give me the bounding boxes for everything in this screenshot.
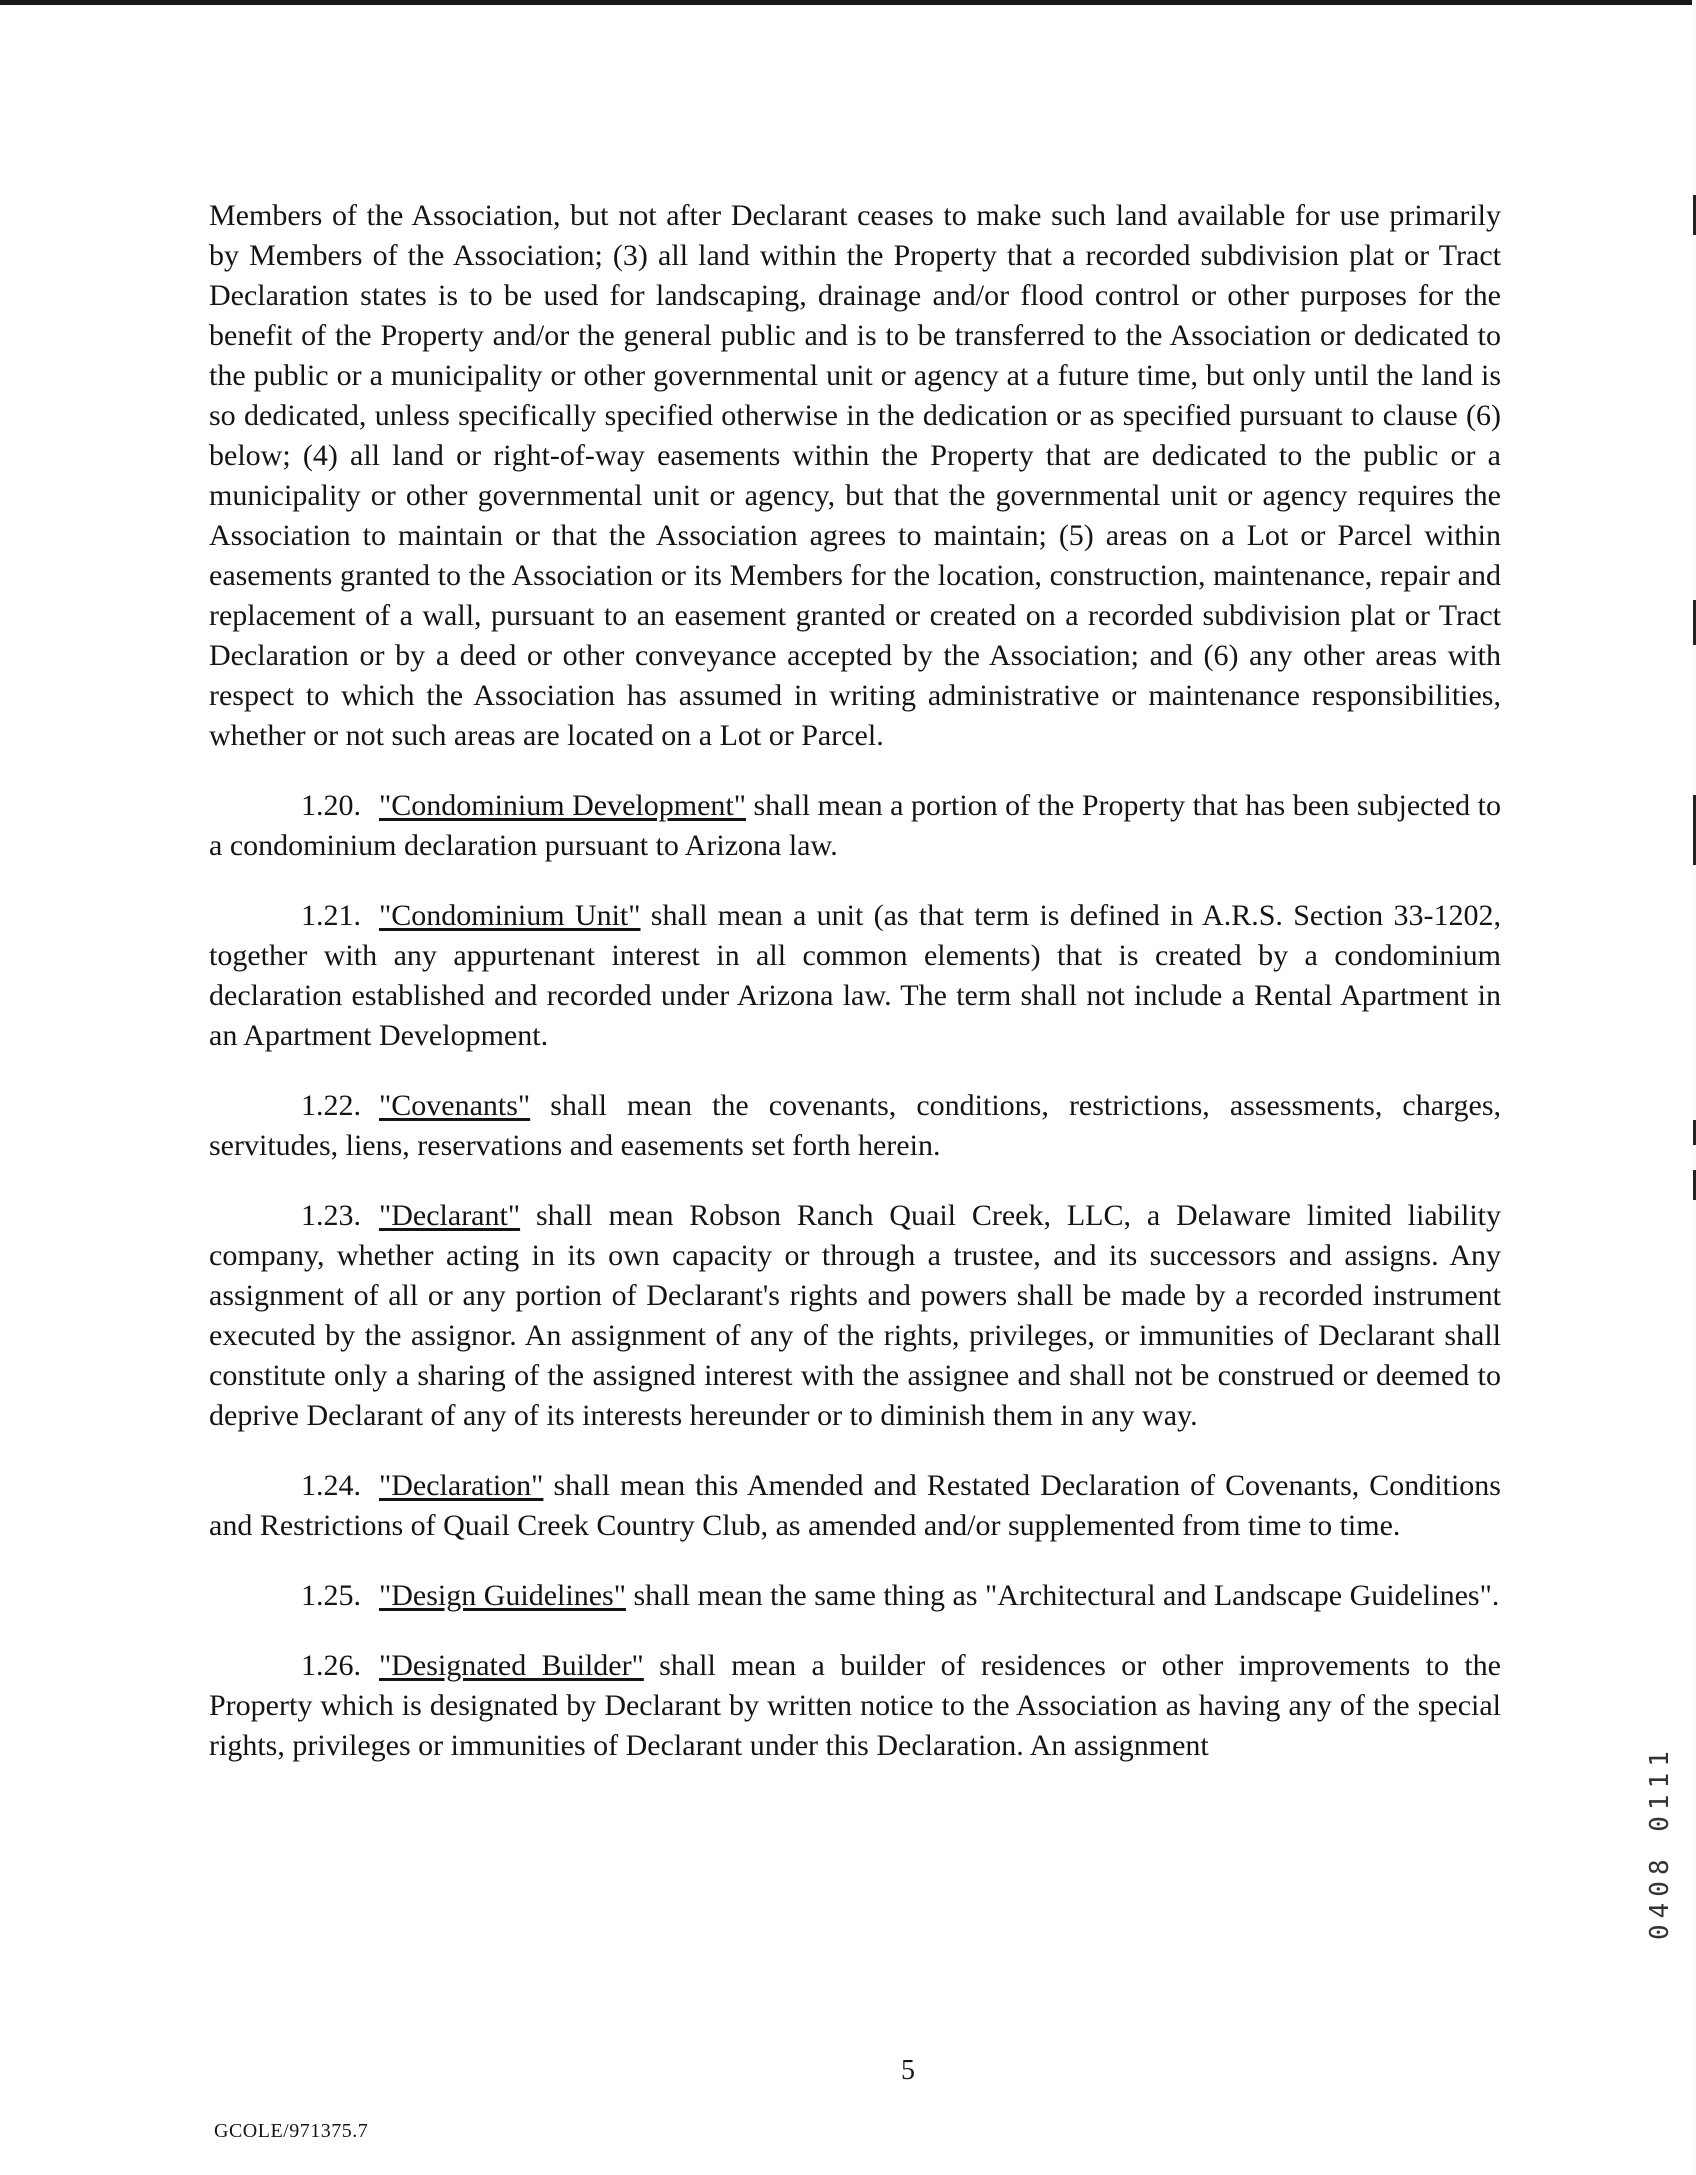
scan-top-border <box>0 0 1696 5</box>
section-number: 1.24. <box>301 1469 361 1502</box>
section-text: shall mean a builder of residences or other improvements to the Property which is designated by Declarant by written notice to the Association as having any of the special rights, privileges or immunities of Declarant under this Declaration. An assignment <box>209 1649 1501 1762</box>
defined-term: "Declarant" <box>379 1199 521 1232</box>
document-id: GCOLE/971375.7 <box>214 2120 369 2142</box>
section-text: shall mean Robson Ranch Quail Creek, LLC, a Delaware limited liability company, whether acting in its own capacity or through a trustee, and its successors and assigns. Any assignment of all or any portion of Declarant's rights and powers shall be made by a recorded instrument executed by the assignor. An assignment of any of the rights, privileges, or immunities of Declarant shall constitute only a sharing of the assigned interest with the assignee and shall not be construed or deemed to deprive Declarant of any of its interests hereunder or to diminish them in any way. <box>209 1199 1501 1432</box>
section-number: 1.20. <box>301 789 361 822</box>
recording-stamp <box>1630 1580 1690 1940</box>
defined-term: "Condominium Development" <box>379 789 746 822</box>
section-number: 1.21. <box>301 899 361 932</box>
section-text: shall mean a portion of the Property that has been subjected to a condominium declaration pursuant to Arizona law. <box>209 789 1501 862</box>
section-text: shall mean the covenants, conditions, restrictions, assessments, charges, servitudes, liens, reservations and easements set forth herein. <box>209 1089 1501 1162</box>
section-text: shall mean this Amended and Restated Declaration of Covenants, Conditions and Restrictions of Quail Creek Country Club, as amended and/or supplemented from time to time. <box>209 1469 1501 1542</box>
scan-right-edge <box>1692 0 1696 2175</box>
section-1-20 <box>209 786 1501 866</box>
section-1-24 <box>209 1466 1501 1546</box>
section-text: shall mean a unit (as that term is defined in A.R.S. Section 33-1202, together with any appurtenant interest in all common elements) that is created by a condominium declaration established and recorded under Arizona law. The term shall not include a Rental Apartment in an Apartment Development. <box>209 899 1501 1052</box>
section-number: 1.23. <box>301 1199 361 1232</box>
page-number: 5 <box>901 2055 915 2086</box>
section-1-25 <box>209 1576 1501 1616</box>
defined-term: "Design Guidelines" <box>379 1579 626 1612</box>
section-number: 1.25. <box>301 1579 361 1612</box>
section-number: 1.22. <box>301 1089 361 1122</box>
defined-term: "Condominium Unit" <box>379 899 641 932</box>
defined-term: "Covenants" <box>379 1089 531 1122</box>
section-1-22 <box>209 1086 1501 1166</box>
section-1-21 <box>209 896 1501 1056</box>
section-number: 1.26. <box>301 1649 361 1682</box>
defined-term: "Declaration" <box>379 1469 544 1502</box>
section-1-23 <box>209 1196 1501 1436</box>
body-text <box>209 196 1501 1796</box>
continued-paragraph: Members of the Association, but not after Declarant ceases to make such land available for use primarily by Members of the Association; (3) all land within the Property that a recorded subdivision plat or Tract Declaration states is to be used for landscaping, drainage and/or flood control or other purposes for the benefit of the Property and/or the general public and is to be transferred to the Association or dedicated to the public or a municipality or other governmental unit or agency at a future time, but only until the land is so dedicated, unless specifically specified otherwise in the dedication or as specified pursuant to clause (6) below; (4) all land or right-of-way easements within the Property that are dedicated to the public or a municipality or other governmental unit or agency, but that the governmental unit or agency requires the Association to maintain or that the Association agrees to maintain; (5) areas on a Lot or Parcel within easements granted to the Association or its Members for the location, construction, maintenance, repair and replacement of a wall, pursuant to an easement granted or created on a recorded subdivision plat or Tract Declaration or by a deed or other conveyance accepted by the Association; and (6) any other areas with respect to which the Association has assumed in writing administrative or maintenance responsibilities, whether or not such areas are located on a Lot or Parcel. <box>209 199 1501 752</box>
recording-stamp-text: 0408 0111 <box>1645 1745 1675 1940</box>
section-1-26 <box>209 1646 1501 1766</box>
section-text: shall mean the same thing as "Architectural and Landscape Guidelines". <box>625 1579 1500 1612</box>
defined-term: "Designated Builder" <box>379 1649 644 1682</box>
